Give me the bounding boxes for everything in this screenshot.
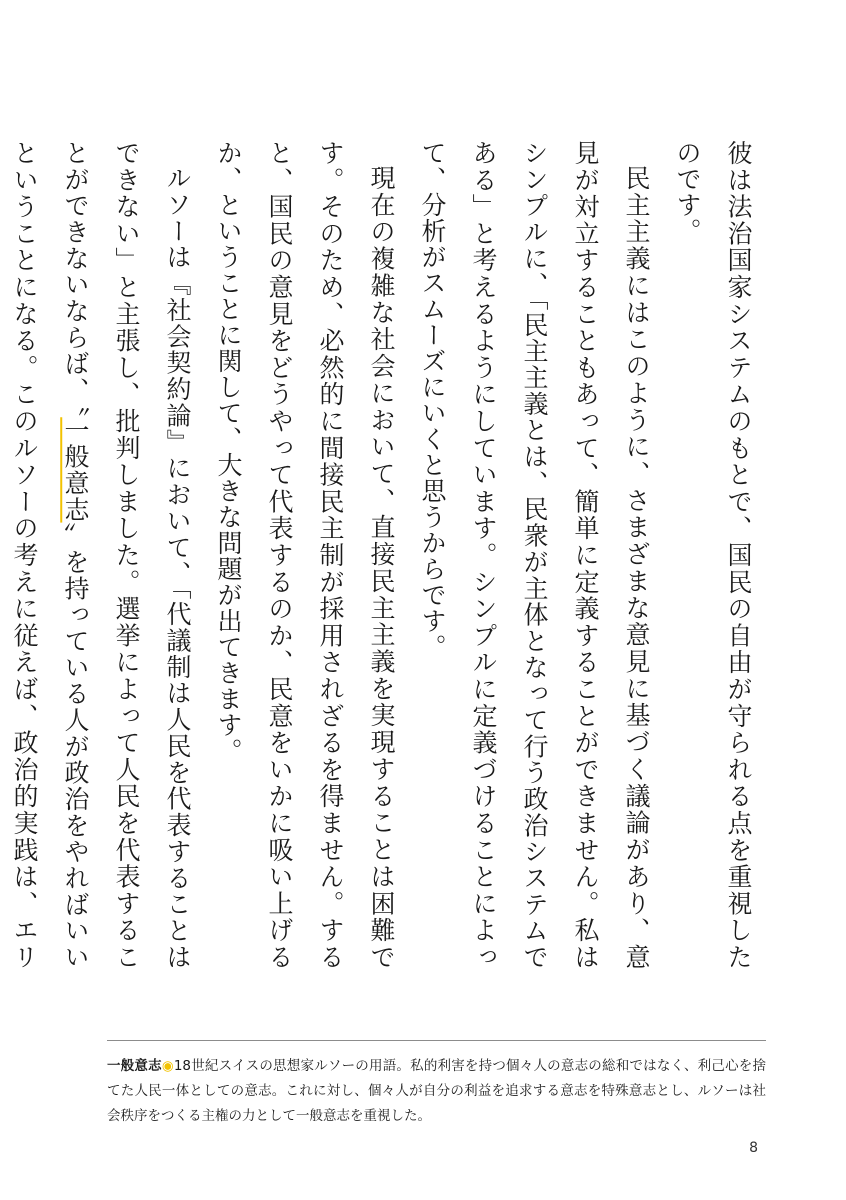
footnote [107,1054,766,1129]
footnote-bullet-icon: ◉ [161,1058,174,1074]
paragraph-4-after: 〟を持っている人が政治をやればいいということになる。このルソーの考えに従えば、政治的実践は、エリ [10,140,90,971]
paragraph-4 [0,140,203,970]
main-text-column [10,140,764,971]
footnote-term: 一般意志 [107,1058,162,1074]
paragraph-3: 現在の複雑な社会において、直接民主主義を実現することは困難です。そのため、必然的に間接民主制が採用されざるを得ません。すると、国民の意見をどうやって代表するのか、民意をいかに吸い上げるか、ということに関して、大きな問題が出てきます。 [214,140,396,970]
paragraph-4-before: ルソーは『社会契約論』において、「代議制は人民を代表することはできない」と主張し、批判しました。選挙によって人民を代表することができないならば、〝 [61,140,192,970]
paragraph-2: 民主主義にはこのように、さまざまな意見に基づく議論があり、意見が対立することもあって、簡単に定義することができません。私はシンプルに、「民主主義とは、民衆が主体となって行う政治システムである」と考えるようにしています。シンプルに定義づけることによって、分析がスムーズにいくと思うからです。 [418,140,651,970]
footnote-divider [107,1040,766,1041]
paragraph-1: 彼は法治国家システムのもとで、国民の自由が守られる点を重視したのです。 [673,140,753,970]
glossary-term-link[interactable]: 一般意志 [61,417,90,523]
page-number: 8 [749,1140,758,1156]
footnote-text: 18世紀スイスの思想家ルソーの用語。私的利害を持つ個々人の意志の総和ではなく、利己心を捨てた人民一体としての意志。これに対し、個々人が自分の利益を追求する意志を特殊意志とし、ルソーは社会秩序をつくる主権の力として一般意志を重視した。 [107,1058,767,1124]
